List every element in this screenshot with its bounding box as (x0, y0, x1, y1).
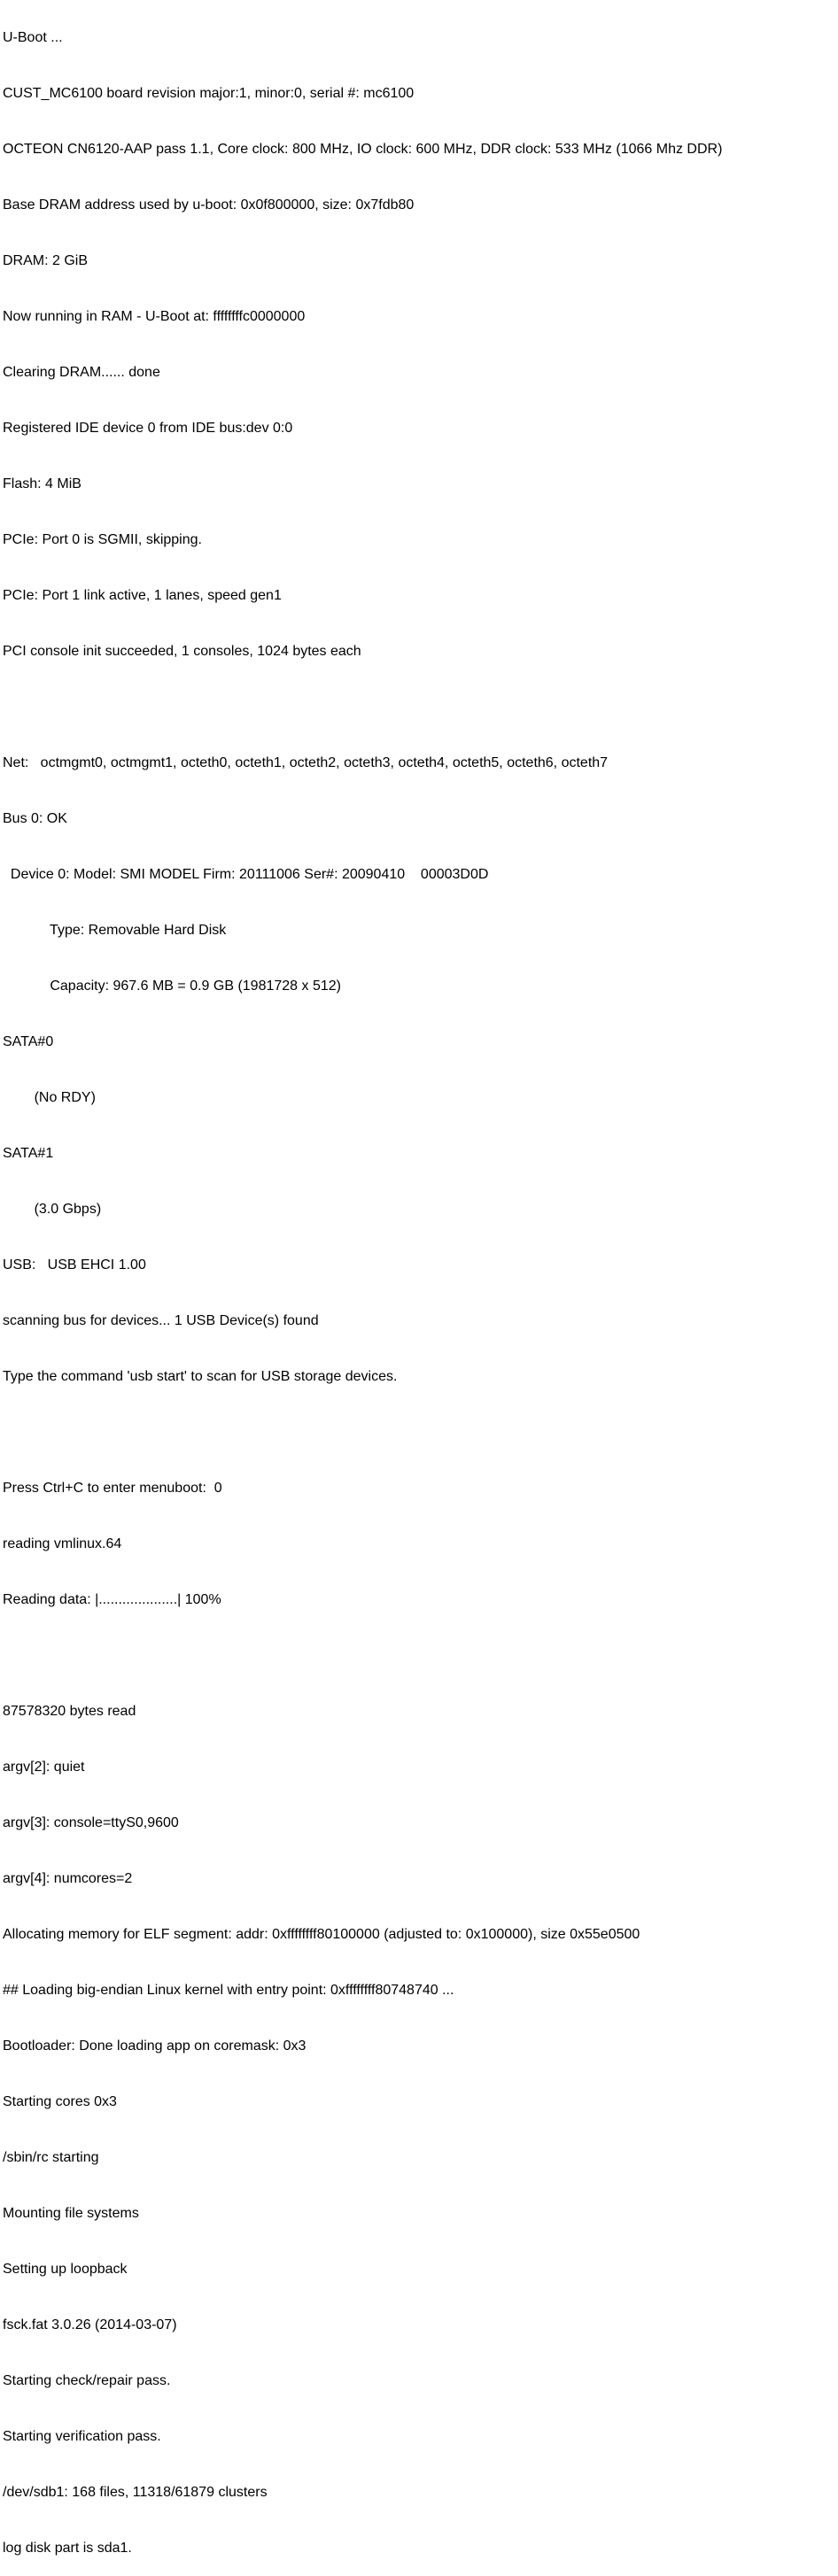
console-line: argv[2]: quiet (3, 1760, 85, 1775)
console-line: ## Loading big-endian Linux kernel with entry point: 0xffffffff80748740 ... (3, 1983, 454, 1998)
console-line: reading vmlinux.64 (3, 1536, 122, 1551)
console-line: Type: Removable Hard Disk (3, 923, 227, 938)
console-line: SATA#1 (3, 1146, 54, 1161)
console-line: argv[3]: console=ttyS0,9600 (3, 1815, 179, 1830)
console-line: Mounting file systems (3, 2206, 139, 2221)
console-line (0, 698, 838, 716)
console-line: USB: USB EHCI 1.00 (3, 1257, 146, 1273)
console-line: U-Boot ... (3, 30, 63, 45)
console-line: Capacity: 967.6 MB = 0.9 GB (1981728 x 512) (3, 979, 341, 994)
console-line: CUST_MC6100 board revision major:1, minor:0, serial #: mc6100 (3, 86, 415, 101)
console-line: PCIe: Port 1 link active, 1 lanes, speed gen1 (3, 588, 282, 603)
console-line: Starting verification pass. (3, 2429, 161, 2444)
console-line: Starting cores 0x3 (3, 2094, 117, 2109)
console-line: Allocating memory for ELF segment: addr: 0xffffffff80100000 (adjusted to: 0x100000), size 0x55e0500 (3, 1927, 640, 1942)
console-line: (3.0 Gbps) (3, 1202, 102, 1217)
console-line (0, 1646, 838, 1665)
console-line: Now running in RAM - U-Boot at: ffffffffc0000000 (3, 309, 306, 324)
console-line: PCI console init succeeded, 1 consoles, 1024 bytes each (3, 644, 361, 659)
console-line: Net: octmgmt0, octmgmt1, octeth0, octeth1, octeth2, octeth3, octeth4, octeth5, octeth6, octeth7 (3, 755, 609, 770)
console-line: OCTEON CN6120-AAP pass 1.1, Core clock: 800 MHz, IO clock: 600 MHz, DDR clock: 533 MHz (1066 Mhz DDR) (3, 142, 723, 157)
console-line: Starting check/repair pass. (3, 2373, 171, 2388)
console-line: Press Ctrl+C to enter menuboot: 0 (3, 1481, 222, 1496)
console-line: PCIe: Port 0 is SGMII, skipping. (3, 532, 202, 547)
console-line: Setting up loopback (3, 2262, 128, 2277)
console-line: 87578320 bytes read (3, 1704, 136, 1719)
console-line (0, 1423, 838, 1442)
console-line: Bootloader: Done loading app on coremask: 0x3 (3, 2038, 306, 2054)
console-line: /sbin/rc starting (3, 2150, 99, 2165)
console-line: Device 0: Model: SMI MODEL Firm: 20111006 Ser#: 20090410 00003D0D (3, 867, 489, 882)
console-line: (No RDY) (3, 1090, 96, 1105)
console-line: log disk part is sda1. (3, 2541, 132, 2556)
console-line: DRAM: 2 GiB (3, 253, 89, 268)
console-line: Base DRAM address used by u-boot: 0x0f800000, size: 0x7fdb80 (3, 197, 415, 213)
console-line: Registered IDE device 0 from IDE bus:dev 0:0 (3, 421, 293, 436)
console-line: Bus 0: OK (3, 811, 67, 826)
console-line: fsck.fat 3.0.26 (2014-03-07) (3, 2317, 177, 2332)
console-line: argv[4]: numcores=2 (3, 1871, 133, 1886)
console-line: SATA#0 (3, 1034, 54, 1049)
console-line: Reading data: |....................| 100% (3, 1592, 221, 1607)
console-line: /dev/sdb1: 168 files, 11318/61879 clusters (3, 2485, 268, 2500)
console-line: scanning bus for devices... 1 USB Device(s) found (3, 1313, 319, 1328)
console-line: Type the command 'usb start' to scan for USB storage devices. (3, 1369, 398, 1384)
console-line: Flash: 4 MiB (3, 476, 81, 491)
console-line: Clearing DRAM...... done (3, 365, 160, 380)
